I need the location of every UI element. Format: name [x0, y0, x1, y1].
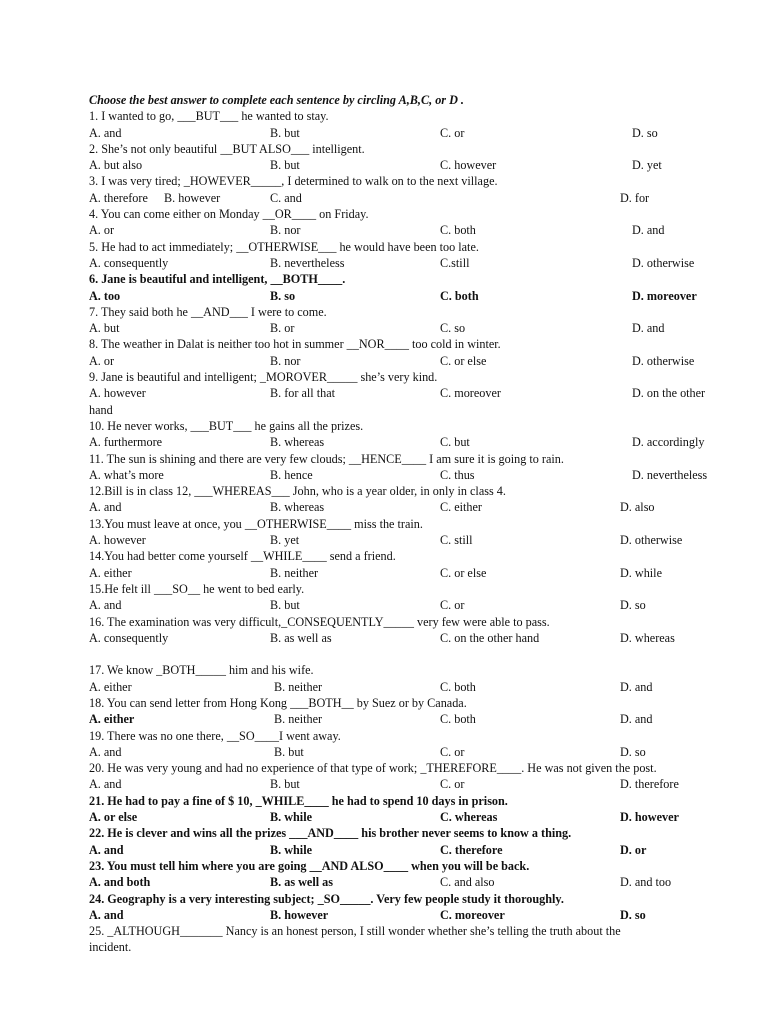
question-25-continuation: incident.	[89, 940, 132, 955]
question-5: 5. He had to act immediately; __OTHERWISE___ he would have been too late.	[89, 239, 479, 254]
question-2-options	[89, 157, 739, 173]
question-5-options	[89, 255, 739, 271]
question-11: 11. The sun is shining and there are very few clouds; __HENCE____ I am sure it is going to rain.	[89, 451, 564, 466]
question-3: 3. I was very tired; _HOWEVER_____, I determined to walk on to the next village.	[89, 174, 498, 189]
option-a[interactable]: A. but	[89, 321, 120, 336]
option-a[interactable]: A. but also	[89, 158, 143, 173]
option-a[interactable]: A. and	[89, 500, 122, 515]
question-14: 14.You had better come yourself __WHILE____ send a friend.	[89, 549, 396, 564]
question-23: 23. You must tell him where you are going __AND ALSO____ when you will be back.	[89, 858, 530, 873]
option-c[interactable]: C. however	[440, 158, 497, 173]
option-d[interactable]: D. on the other	[632, 386, 706, 401]
option-d[interactable]: D. otherwise	[632, 255, 695, 270]
option-a[interactable]: A. or	[89, 353, 115, 368]
question-1: 1. I wanted to go, ___BUT___ he wanted to stay.	[89, 109, 329, 124]
question-6-options	[89, 288, 739, 304]
question-12-options	[89, 499, 739, 515]
option-c[interactable]: C. on the other hand	[440, 630, 540, 645]
option-c[interactable]: C. or	[440, 777, 465, 792]
option-c[interactable]: C. both	[440, 288, 479, 303]
option-c[interactable]: C. or	[440, 744, 465, 759]
option-d[interactable]: D. therefore	[620, 777, 679, 792]
option-d[interactable]: D. so	[620, 907, 646, 922]
question-16: 16. The examination was very difficult,_CONSEQUENTLY_____ very few were able to pass.	[89, 614, 550, 629]
question-14-options	[89, 565, 739, 581]
question-18: 18. You can send letter from Hong Kong ___BOTH__ by Suez or by Canada.	[89, 695, 467, 710]
question-17-options	[89, 679, 739, 695]
question-4: 4. You can come either on Monday __OR____ on Friday.	[89, 207, 369, 222]
question-2: 2. She’s not only beautiful __BUT ALSO___ intelligent.	[89, 141, 365, 156]
option-c[interactable]: C. and also	[440, 875, 495, 890]
question-9-option-continuation: hand	[89, 402, 113, 417]
option-b[interactable]: B. hence	[270, 467, 313, 482]
option-d[interactable]: D. and too	[620, 875, 672, 890]
option-d[interactable]: D. and	[620, 712, 653, 727]
option-a[interactable]: A. or	[89, 223, 115, 238]
option-a[interactable]: A. too	[89, 288, 121, 303]
option-b[interactable]: B. however	[164, 190, 221, 205]
option-b[interactable]: B. but	[270, 158, 300, 173]
option-b[interactable]: B. but	[270, 777, 300, 792]
question-20-options	[89, 776, 739, 792]
question-13-options	[89, 532, 739, 548]
option-d[interactable]: D. and	[632, 223, 665, 238]
option-d[interactable]: D. however	[620, 810, 679, 825]
option-d[interactable]: D. so	[620, 744, 646, 759]
option-c[interactable]: C. therefore	[440, 842, 503, 857]
option-d[interactable]: D. and	[620, 679, 653, 694]
question-15: 15.He felt ill ___SO__ he went to bed early.	[89, 581, 305, 596]
option-a[interactable]: A. and both	[89, 875, 151, 890]
question-19: 19. There was no one there, __SO____I went away.	[89, 728, 341, 743]
question-19-options	[89, 744, 739, 760]
option-b[interactable]: B. but	[270, 125, 300, 140]
option-b[interactable]: B. as well as	[270, 875, 333, 890]
question-3-options	[89, 190, 739, 206]
option-c[interactable]: C. both	[440, 712, 476, 727]
option-d[interactable]: D. nevertheless	[632, 467, 708, 482]
question-8: 8. The weather in Dalat is neither too hot in summer __NOR____ too cold in winter.	[89, 337, 501, 352]
question-23-options	[89, 874, 739, 890]
question-12: 12.Bill is in class 12, ___WHEREAS___ John, who is a year older, in only in class 4.	[89, 484, 506, 499]
option-a[interactable]: A. and	[89, 598, 122, 613]
question-6: 6. Jane is beautiful and intelligent, __BOTH____.	[89, 272, 346, 287]
option-d[interactable]: D. for	[620, 190, 650, 205]
option-b[interactable]: B. but	[274, 744, 304, 759]
option-a[interactable]: A. furthermore	[89, 435, 163, 450]
option-a[interactable]: A. and	[89, 907, 124, 922]
option-b[interactable]: B. whereas	[270, 500, 325, 515]
option-d[interactable]: D. otherwise	[620, 533, 683, 548]
option-b[interactable]: B. yet	[270, 533, 300, 548]
option-a[interactable]: A. consequently	[89, 630, 169, 645]
question-24-options	[89, 907, 739, 923]
option-d[interactable]: D. otherwise	[632, 353, 695, 368]
option-c[interactable]: C. or	[440, 125, 465, 140]
question-10-options	[89, 434, 739, 450]
option-c[interactable]: C. either	[440, 500, 482, 515]
option-b[interactable]: B. however	[270, 907, 329, 922]
option-c[interactable]: C. or else	[440, 565, 487, 580]
option-a[interactable]: A. either	[89, 679, 132, 694]
question-17: 17. We know _BOTH_____ him and his wife.	[89, 663, 314, 678]
option-b[interactable]: B. while	[270, 810, 312, 825]
option-c[interactable]: C. or	[440, 598, 465, 613]
option-b[interactable]: B. but	[270, 598, 300, 613]
option-c[interactable]: C. still	[440, 533, 473, 548]
question-21: 21. He had to pay a fine of $ 10, _WHILE____ he had to spend 10 days in prison.	[89, 793, 508, 808]
option-c[interactable]: C. thus	[440, 467, 475, 482]
option-a[interactable]: A. therefore	[89, 190, 148, 205]
worksheet-content	[89, 92, 739, 956]
spacer	[89, 646, 739, 662]
option-a[interactable]: A. and	[89, 842, 124, 857]
option-d[interactable]: D. while	[620, 565, 662, 580]
question-13: 13.You must leave at once, you __OTHERWISE____ miss the train.	[89, 516, 423, 531]
option-c[interactable]: C. both	[440, 679, 476, 694]
question-7-options	[89, 320, 739, 336]
question-10: 10. He never works, ___BUT___ he gains all the prizes.	[89, 418, 364, 433]
option-a[interactable]: A. either	[89, 565, 132, 580]
option-a[interactable]: A. and	[89, 125, 122, 140]
option-d[interactable]: D. moreover	[632, 288, 697, 303]
option-d[interactable]: D. also	[620, 500, 655, 515]
option-b[interactable]: B. neither	[274, 679, 323, 694]
option-b[interactable]: B. so	[270, 288, 296, 303]
option-a[interactable]: A. and	[89, 777, 122, 792]
option-b[interactable]: B. neither	[270, 565, 319, 580]
option-a[interactable]: A. and	[89, 744, 122, 759]
option-d[interactable]: D. so	[632, 125, 658, 140]
option-c[interactable]: C. but	[440, 435, 470, 450]
option-d[interactable]: D. or	[620, 842, 647, 857]
option-b[interactable]: B. nor	[270, 223, 301, 238]
question-11-options	[89, 467, 739, 483]
question-25-text: 25. _ALTHOUGH_______ Nancy is an honest person, I still wonder whether she’s telling the truth about the	[89, 924, 621, 939]
option-d[interactable]: D. yet	[632, 158, 662, 173]
question-9: 9. Jane is beautiful and intelligent; _MOROVER_____ she’s very kind.	[89, 370, 438, 385]
option-c[interactable]: C. and	[270, 190, 302, 205]
question-8-options	[89, 353, 739, 369]
option-d[interactable]: D. accordingly	[632, 435, 705, 450]
option-c[interactable]: C. moreover	[440, 386, 501, 401]
option-b[interactable]: B. as well as	[270, 630, 332, 645]
question-21-options	[89, 809, 739, 825]
question-22: 22. He is clever and wins all the prizes ___AND____ his brother never seems to know a thing.	[89, 826, 572, 841]
option-a[interactable]: A. however	[89, 386, 146, 401]
question-9-options	[89, 385, 739, 401]
option-d[interactable]: D. and	[632, 321, 665, 336]
option-d[interactable]: D. so	[620, 598, 646, 613]
option-c[interactable]: C. moreover	[440, 907, 505, 922]
option-a[interactable]: A. however	[89, 533, 146, 548]
option-b[interactable]: B. neither	[274, 712, 323, 727]
option-c[interactable]: C. both	[440, 223, 476, 238]
option-a[interactable]: A. consequently	[89, 255, 169, 270]
option-b[interactable]: B. nevertheless	[270, 255, 345, 270]
question-1-options	[89, 125, 739, 141]
question-18-options	[89, 711, 739, 727]
option-a[interactable]: A. what’s more	[89, 467, 164, 482]
question-24: 24. Geography is a very interesting subject; _SO_____. Very few people study it thoroughly.	[89, 891, 564, 906]
question-4-options	[89, 222, 739, 238]
option-a[interactable]: A. either	[89, 712, 135, 727]
question-16-options	[89, 630, 739, 646]
question-22-options	[89, 842, 739, 858]
option-b[interactable]: B. or	[270, 321, 295, 336]
option-b[interactable]: B. whereas	[270, 435, 325, 450]
option-c[interactable]: C.still	[440, 255, 470, 270]
option-d[interactable]: D. whereas	[620, 630, 675, 645]
instruction: Choose the best answer to complete each sentence by circling A,B,C, or D .	[89, 93, 464, 107]
option-a[interactable]: A. or else	[89, 810, 138, 825]
question-25	[89, 923, 734, 956]
question-20: 20. He was very young and had no experience of that type of work; _THEREFORE____. He was not given the post.	[89, 761, 657, 776]
option-c[interactable]: C. so	[440, 321, 466, 336]
question-15-options	[89, 597, 739, 613]
question-list	[89, 108, 739, 923]
option-b[interactable]: B. nor	[270, 353, 301, 368]
option-b[interactable]: B. while	[270, 842, 312, 857]
option-c[interactable]: C. or else	[440, 353, 487, 368]
option-c[interactable]: C. whereas	[440, 810, 498, 825]
question-7: 7. They said both he __AND___ I were to come.	[89, 304, 327, 319]
option-b[interactable]: B. for all that	[270, 386, 335, 401]
